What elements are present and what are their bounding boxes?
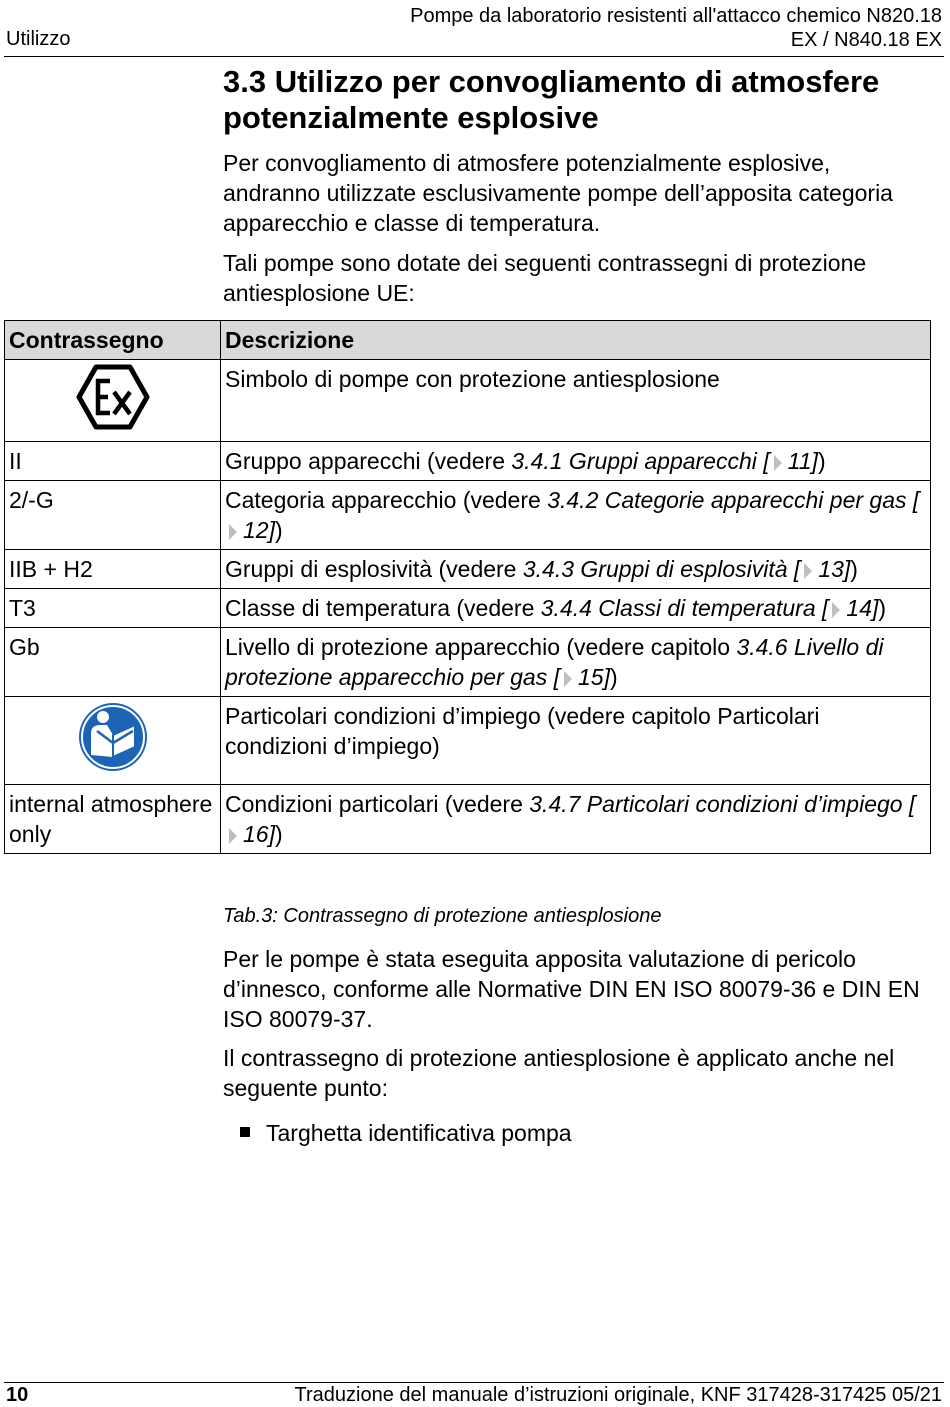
mark-cell: T3 [5,589,221,628]
cross-reference-link[interactable]: 3.4.7 Particolari condizioni d’impiego [16] [225,791,915,847]
ex-hexagon-icon [76,364,150,430]
mark-cell: II [5,442,221,481]
mark-cell: Gb [5,628,221,697]
risk-assessment-paragraph: Per le pompe è stata eseguita apposita valutazione di pericolo d’innesco, conforme alle Normative DIN EN ISO 80079-36 e DIN EN ISO 80079-37. [223,946,920,1032]
intro-paragraph: Per convogliamento di atmosfere potenzialmente esplosive, andranno utilizzate esclusivamente pompe dell’apposita categoria apparecchio e classe di temperatura. [223,150,893,236]
marking-table [4,320,931,854]
mark-cell: IIB + H2 [5,550,221,589]
arrow-right-icon [774,455,782,471]
bullet-square-icon [240,1127,250,1137]
table-row [5,442,931,481]
cross-reference-link[interactable]: 3.4.6 Livello di protezione apparecchio per gas [ 15] [225,634,884,690]
footer-text: Traduzione del manuale d’istruzioni originale, KNF 317428-317425 05/21 [294,1384,942,1406]
table-caption: Tab.3: Contrassegno di protezione antiesplosione [223,905,662,927]
header-product-line2: EX / N840.18 EX [790,29,942,51]
table-header-row [5,321,931,360]
description-cell: Livello di protezione apparecchio (vedere capitolo 3.4.6 Livello di protezione apparecchio per gas [ 15]) [221,628,931,697]
mark-cell [5,360,221,442]
header-divider [4,56,944,57]
header-section: Utilizzo [6,28,71,50]
description-cell: Condizioni particolari (vedere 3.4.7 Particolari condizioni d’impiego [16]) [221,785,931,854]
arrow-right-icon [229,524,237,540]
cross-reference-link[interactable]: 3.4.4 Classi di temperatura [ 14] [540,595,879,621]
description-cell: Simbolo di pompe con protezione antiesplosione [221,360,931,442]
mark-cell: 2/-G [5,481,221,550]
arrow-right-icon [564,671,572,687]
section-title: 3.3 Utilizzo per convogliamento di atmosfere potenzialmente esplosive [223,64,880,135]
table-row [5,481,931,550]
description-cell: Gruppi di esplosività (vedere 3.4.3 Gruppi di esplosività [ 13]) [221,550,931,589]
table-row [5,628,931,697]
column-header-mark: Contrassegno [5,321,221,360]
page-number: 10 [6,1384,29,1406]
footer-divider [4,1382,944,1383]
cross-reference-link[interactable]: 3.4.1 Gruppi apparecchi [ 11] [511,448,818,474]
table-row [5,697,931,785]
read-manual-icon [77,701,149,773]
cross-reference-link[interactable]: 3.4.3 Gruppi di esplosività [ 13] [522,556,851,582]
cross-reference-link[interactable]: 3.4.2 Categorie apparecchi per gas [12] [225,487,919,543]
arrow-right-icon [229,828,237,844]
description-cell: Classe di temperatura (vedere 3.4.4 Classi di temperatura [ 14]) [221,589,931,628]
mark-cell: internal atmosphere only [5,785,221,854]
marks-intro-paragraph: Tali pompe sono dotate dei seguenti contrassegni di protezione antiesplosione UE: [223,250,867,306]
list-item: Targhetta identificativa pompa [240,1118,572,1148]
marking-location-paragraph: Il contrassegno di protezione antiesplosione è applicato anche nel seguente punto: [223,1045,895,1101]
arrow-right-icon [832,602,840,618]
table-row [5,589,931,628]
description-cell: Particolari condizioni d’impiego (vedere capitolo Particolari condizioni d’impiego) [221,697,931,785]
table-row [5,550,931,589]
table-row [5,785,931,854]
description-cell: Gruppo apparecchi (vedere 3.4.1 Gruppi apparecchi [ 11]) [221,442,931,481]
description-cell: Categoria apparecchio (vedere 3.4.2 Categorie apparecchi per gas [12]) [221,481,931,550]
arrow-right-icon [804,563,812,579]
column-header-description: Descrizione [221,321,931,360]
header-product [342,4,942,52]
table-row [5,360,931,442]
mark-cell [5,697,221,785]
header-product-line1: Pompe da laboratorio resistenti all'attacco chemico N820.18 [410,5,942,27]
